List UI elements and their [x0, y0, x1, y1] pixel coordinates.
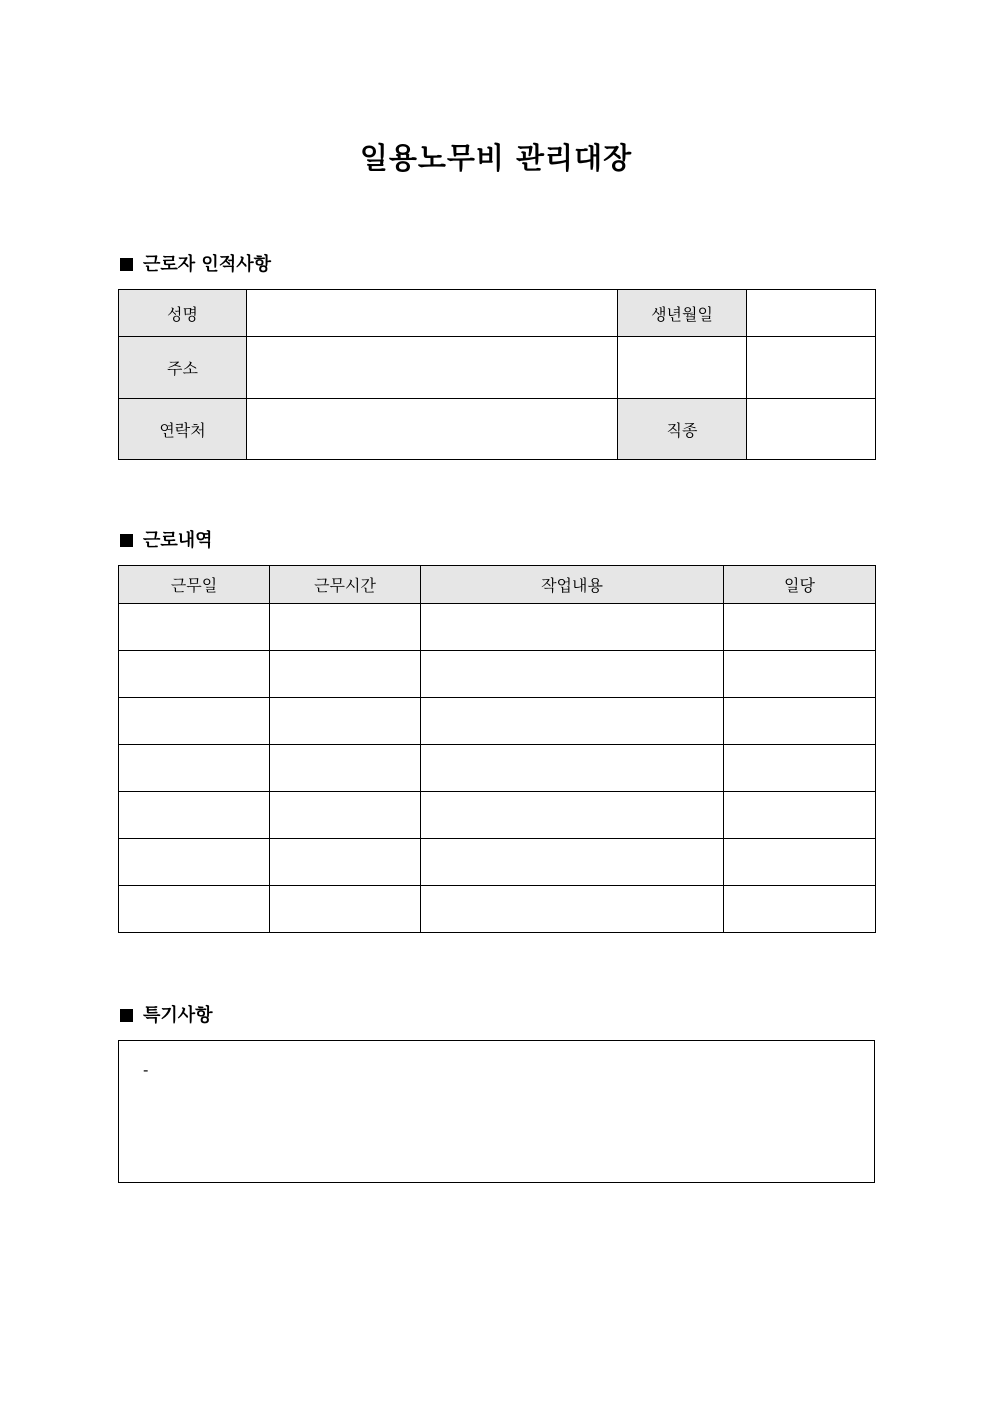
work-content-cell[interactable]: [421, 651, 724, 698]
birthdate-label: 생년월일: [618, 290, 747, 337]
work-history-heading-text: 근로내역: [143, 530, 213, 551]
work-date-cell[interactable]: [119, 839, 270, 886]
address-label: 주소: [119, 337, 247, 399]
daily-wage-cell[interactable]: [724, 886, 876, 933]
work-content-cell[interactable]: [421, 792, 724, 839]
personal-info-table: [118, 289, 876, 460]
document-title: 일용노무비 관리대장: [359, 141, 633, 175]
square-bullet-icon: [120, 534, 133, 547]
contact-row: [119, 399, 876, 460]
work-date-cell[interactable]: [119, 604, 270, 651]
work-history-heading: [120, 529, 213, 553]
work-history-table: [118, 565, 876, 933]
work-hours-cell[interactable]: [270, 604, 421, 651]
contact-field[interactable]: [247, 399, 618, 460]
work-hours-cell[interactable]: [270, 839, 421, 886]
work-hours-cell[interactable]: [270, 698, 421, 745]
work-hours-cell[interactable]: [270, 886, 421, 933]
personal-info-heading: [120, 253, 271, 277]
square-bullet-icon: [120, 1009, 133, 1022]
table-row: [119, 792, 876, 839]
table-row: [119, 698, 876, 745]
work-date-cell[interactable]: [119, 792, 270, 839]
work-history-header-row: [119, 566, 876, 604]
square-bullet-icon: [120, 258, 133, 271]
table-row: [119, 745, 876, 792]
job-type-label: 직종: [618, 399, 747, 460]
notes-field[interactable]: [118, 1040, 875, 1183]
job-type-field[interactable]: [747, 399, 876, 460]
name-row: [119, 290, 876, 337]
daily-wage-cell[interactable]: [724, 745, 876, 792]
personal-info-heading-text: 근로자 인적사항: [143, 254, 271, 275]
table-row: [119, 839, 876, 886]
work-content-cell[interactable]: [421, 886, 724, 933]
work-date-cell[interactable]: [119, 745, 270, 792]
column-header-daily-wage: 일당: [724, 566, 876, 604]
notes-heading-text: 특기사항: [143, 1005, 213, 1026]
address-row: [119, 337, 876, 399]
address-field[interactable]: [247, 337, 618, 399]
daily-wage-cell[interactable]: [724, 698, 876, 745]
notes-heading: [120, 1004, 213, 1028]
address-extra-field-2[interactable]: [747, 337, 876, 399]
contact-label: 연락처: [119, 399, 247, 460]
work-content-cell[interactable]: [421, 745, 724, 792]
work-hours-cell[interactable]: [270, 792, 421, 839]
work-date-cell[interactable]: [119, 886, 270, 933]
table-row: [119, 886, 876, 933]
work-content-cell[interactable]: [421, 698, 724, 745]
work-date-cell[interactable]: [119, 651, 270, 698]
work-content-cell[interactable]: [421, 604, 724, 651]
work-date-cell[interactable]: [119, 698, 270, 745]
notes-text: -: [143, 1061, 149, 1079]
address-extra-field[interactable]: [618, 337, 747, 399]
daily-wage-cell[interactable]: [724, 792, 876, 839]
work-hours-cell[interactable]: [270, 745, 421, 792]
daily-wage-cell[interactable]: [724, 651, 876, 698]
column-header-work-date: 근무일: [119, 566, 270, 604]
name-field[interactable]: [247, 290, 618, 337]
daily-wage-cell[interactable]: [724, 604, 876, 651]
birthdate-field[interactable]: [747, 290, 876, 337]
column-header-work-content: 작업내용: [421, 566, 724, 604]
work-hours-cell[interactable]: [270, 651, 421, 698]
name-label: 성명: [119, 290, 247, 337]
table-row: [119, 604, 876, 651]
column-header-work-hours: 근무시간: [270, 566, 421, 604]
daily-wage-cell[interactable]: [724, 839, 876, 886]
table-row: [119, 651, 876, 698]
work-content-cell[interactable]: [421, 839, 724, 886]
